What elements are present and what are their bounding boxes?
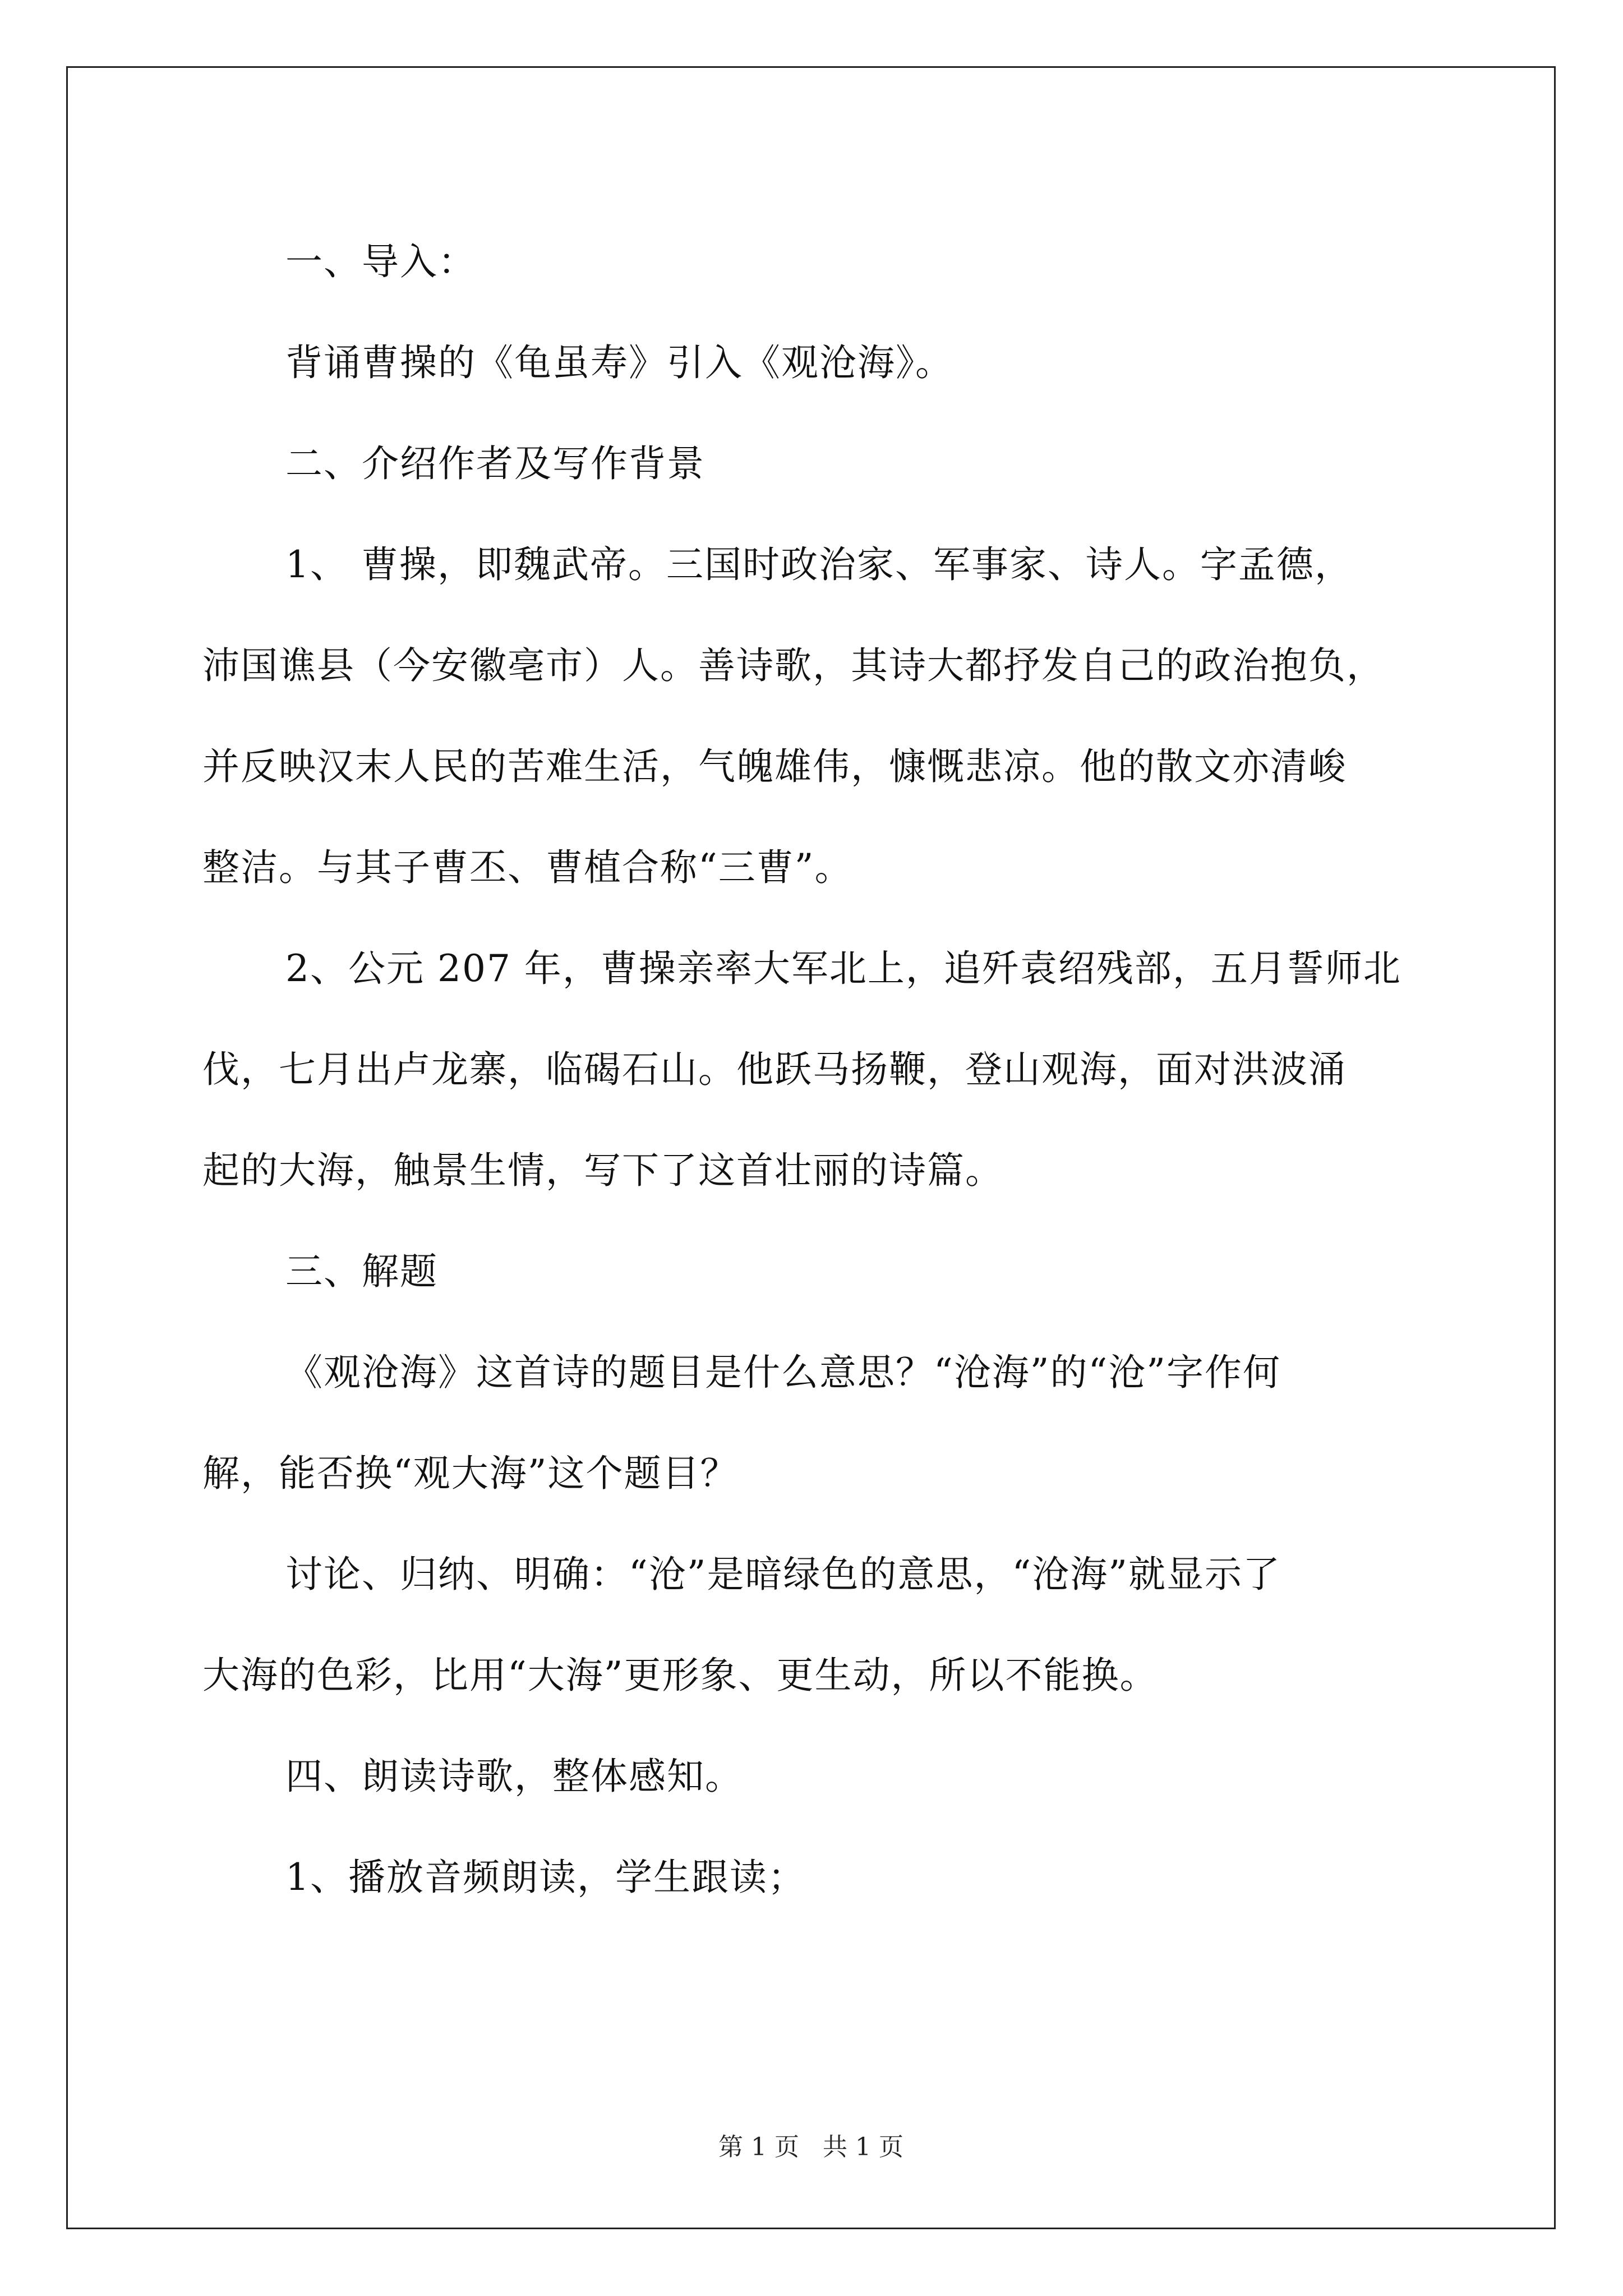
text-line: 1、 曹操，即魏武帝。三国时政治家、军事家、诗人。字孟德， <box>285 543 1353 586</box>
text-line: 讨论、归纳、明确：“沧”是暗绿色的意思，“沧海”就显示了 <box>285 1553 1281 1596</box>
text-line: 并反映汉末人民的苦难生活，气魄雄伟，慷慨悲凉。他的散文亦清峻 <box>202 745 1347 788</box>
text-line: 背诵曹操的《龟虽寿》引入《观沧海》。 <box>285 341 953 384</box>
text-line: 沛国谯县（今安徽亳市）人。善诗歌，其诗大都抒发自己的政治抱负， <box>202 644 1385 687</box>
text-line: 大海的色彩，比用“大海”更形象、更生动，所以不能换。 <box>202 1654 1158 1697</box>
text-line: 二、介绍作者及写作背景 <box>285 442 705 485</box>
text-line: 伐，七月出卢龙寨，临碣石山。他跃马扬鞭，登山观海，面对洪波涌 <box>202 1048 1347 1091</box>
text-line: 2、公元 207 年，曹操亲率大军北上，追歼袁绍残部，五月誓师北 <box>285 947 1401 990</box>
text-line: 《观沧海》这首诗的题目是什么意思？“沧海”的“沧”字作何 <box>285 1351 1281 1394</box>
page-frame <box>66 66 1556 2229</box>
text-line: 解，能否换“观大海”这个题目？ <box>202 1452 739 1495</box>
text-line: 四、朗读诗歌，整体感知。 <box>285 1755 743 1798</box>
text-line: 整洁。与其子曹丕、曹植合称“三曹”。 <box>202 846 853 889</box>
text-line: 三、解题 <box>285 1250 438 1293</box>
text-line: 起的大海，触景生情，写下了这首壮丽的诗篇。 <box>202 1149 1003 1192</box>
document-body <box>202 211 1520 1928</box>
text-line: 1、播放音频朗读，学生跟读； <box>285 1856 806 1899</box>
text-line: 一、导入： <box>285 240 476 283</box>
page-footer: 第 1 页 共 1 页 <box>718 2133 903 2161</box>
